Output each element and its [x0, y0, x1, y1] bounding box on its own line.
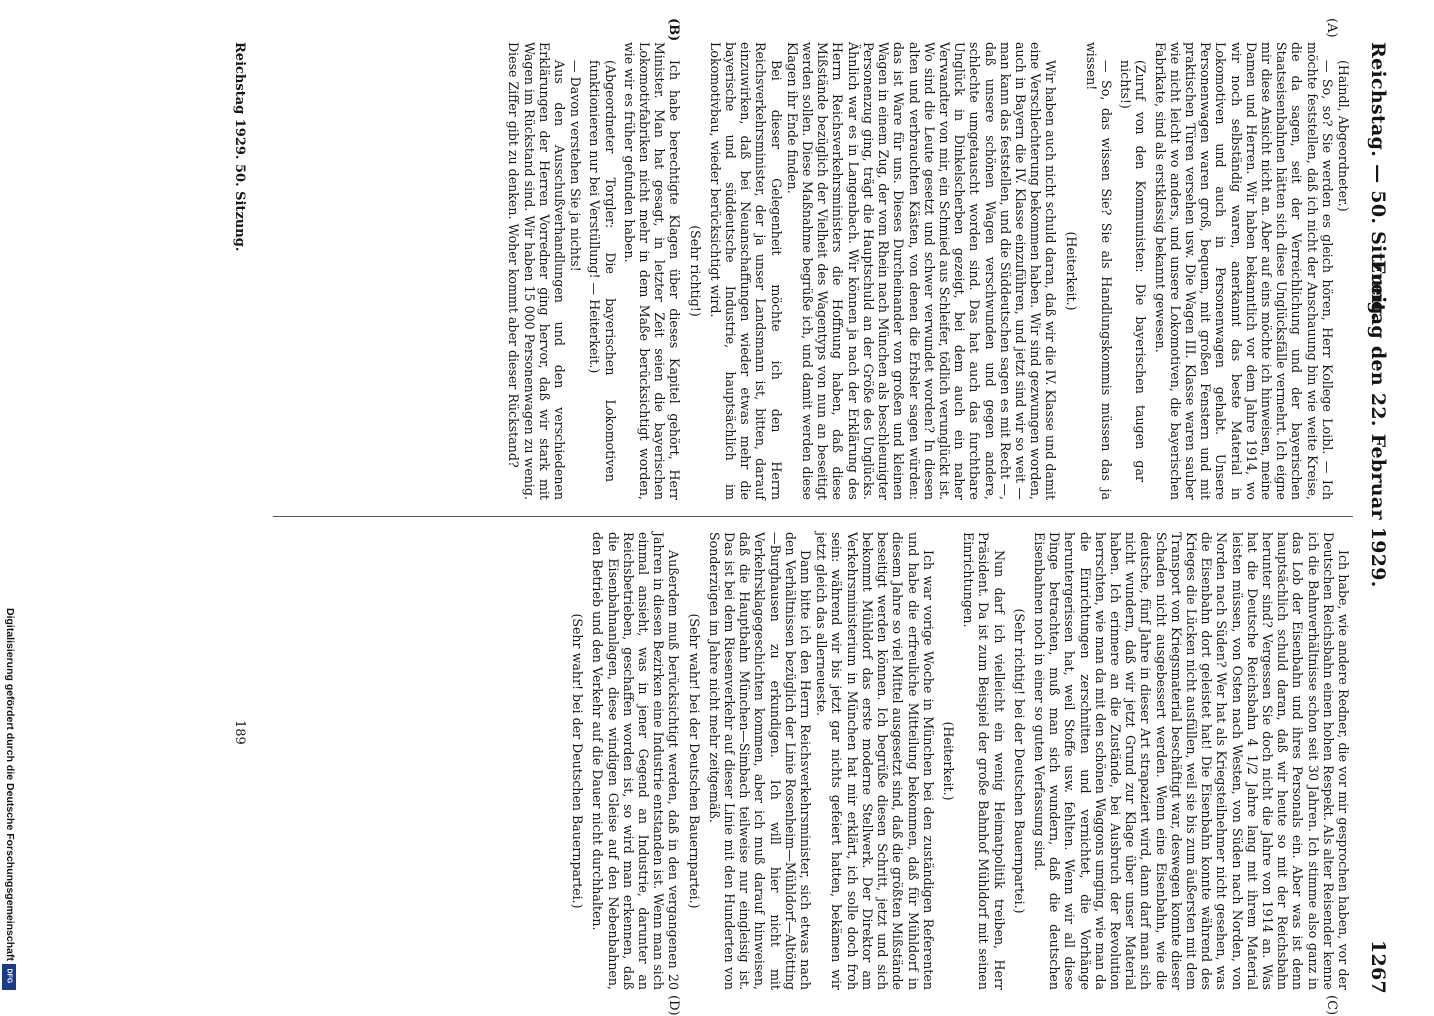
left-column-paragraph: (Abgeordneter Torgler: Die bayerischen Lokomotiven funktionieren nur bei Verstüllung! — Heiterkeit.) [587, 60, 618, 482]
running-header-date: Freitag den 22. Februar 1929. [1367, 260, 1389, 588]
dfg-logo [2, 964, 16, 990]
digitization-notice [2, 608, 18, 996]
left-column-paragraph: (Zuruf von den Kommunisten: Die bayerischen taugen gar nichts!) [1118, 60, 1149, 482]
left-column-paragraph: (Haindl, Abgeordneter.) [1336, 60, 1351, 212]
right-column-paragraph: Nun darf ich vielleicht ein wenig Heimatpolitik treiben, Herr Präsident. Da ist zum Beispiel der große Bahnhof Mühldorf mit seinen Einrichtungen. [961, 532, 1007, 990]
left-column-paragraph: Wir haben auch nicht schuld daran, daß wir die IV. Klasse und damit eine Verschlechterung bekommen haben. Wir sind gezwungen worden, auch in Bayern die IV. Klasse einzuführen, und jetzt sind wir so weit — man kann das feststellen, und die Süddeutschen sagen es mit Recht —, daß unsere schönen Wagen verschwunden und gegen andere, schlechte umgetauscht worden sind. Das hat auch das furchtbare Unglück in Dinkelscherben gezeigt, bei dem auch ein naher Verwandter von mir, ein Schmied aus Schleifer, tödlich verunglückt ist. Wo sind die Leute gesetzt und schwer verwundet worden? In diesen alten und verbrauchten Kästen, von denen die Erbsler sagen würden: das ist Ware für uns. Dieses Durcheinander von großen und kleinen Wagen in einem Zug, der vom Rhein nach München als beschleunigter Personenzug ging, trägt die Hauptschuld an der Größe des Unglücks. Ähnlich war es in Langenbach. Wir können ja nach der Erklärung des Herrn Reichsverkehrsministers die Hoffnung haben, daß diese Mißstände bezüglich der Vielheit des Wagentyps von nun an beseitigt werden sollen. Diese Maßnahme begrüße ich, und damit werden diese Klagen ihr Ende finden. [784, 42, 1059, 500]
left-column-paragraph: Ich habe berechtigte Klagen über dieses Kapitel gehört, Herr Minister. Man hat gesagt, in letzter Zeit seien die bayerischen Lokomotivfabriken nicht mehr in dem Maße berücksichtigt worden, wie wir es früher gefunden haben. [621, 42, 683, 500]
footer-sitting-label: Reichstag 1929. 50. Sitzung. [232, 42, 247, 252]
footer-page-number: 189 [232, 720, 247, 745]
margin-marker-d: (D) [666, 995, 681, 1016]
column-divider [273, 516, 1353, 517]
right-column-paragraph: (Sehr wahr! bei der Deutschen Bauernpartei.) [686, 613, 702, 909]
digitization-notice-text: Digitalisierung gefördert durch die Deutsche Forschungsgemeinschaft [4, 608, 16, 961]
margin-marker-c: (C) [1324, 995, 1339, 1016]
margin-marker-b: (B) [666, 18, 681, 42]
right-column-paragraph: (Sehr richtig! bei der Deutschen Bauernpartei.) [1011, 608, 1027, 914]
left-column-paragraph: — So, das wissen Sie? Sie als Handlungskommis müssen das ja wissen! [1083, 42, 1114, 500]
right-column-paragraph: (Sehr wahr! bei der Deutschen Bauernpartei.) [570, 613, 586, 909]
right-column-paragraph: (Heiterkeit.) [940, 721, 956, 801]
running-header-left: Reichstag. — 50. Sitzung. [1367, 42, 1389, 322]
left-column-paragraph: (Heiterkeit.) [1063, 231, 1079, 311]
left-column-paragraph: Bei dieser Gelegenheit möchte ich den Herrn Reichsverkehrsminister, der ja unser Landsmann ist, bitten, darauf einzuwirken, daß bei Neuanschaffungen wieder etwas mehr die bayerische und süddeutsche Industrie, hauptsächlich im Lokomotivbau, wieder berücksichtigt wird. [707, 42, 784, 500]
page-header-number: 1267 [1367, 940, 1389, 995]
dfg-logo-text: DFG [5, 968, 13, 984]
left-column-paragraph: — Davon verstehen Sie ja nichts! [568, 60, 584, 272]
right-column-paragraph: Außerdem muß berücksichtigt werden, daß in den vergangenen 20 Jahren in diesen Bezirken eine Industrie entstanden ist. Wenn man sich einmal ansieht, was in jener Gegend an Industrie, darunter an Reichsbetrieben, geschaffen worden ist, so wird man erkennen, daß die Eisenbahnanlagen, diese windigen Gleise auf den Nebenbahnen, den Betrieb und den Verkehr auf die Dauer nicht durchhalten. [590, 532, 682, 990]
left-column-paragraph: (Sehr richtig!) [687, 225, 703, 317]
right-text-column [251, 532, 1351, 990]
rotated-document-page [157, 18, 1397, 1016]
left-column-paragraph: — So, so? Sie werden es gleich hören, Herr Kollege Loibl. — Ich möchte feststellen, daß ich nicht der Anschauung bin wie weite Kreise, die da sagen, seit der Verreichlichung und der bayerischen Staatseisenbahnen hätten sich diese Unglücksfälle vermehrt. Ich eigne mir diese Ansicht nicht an. Aber auf eins möchte ich hinweisen, meine Damen und Herren. Wir haben bekanntlich vor dem Jahre 1914, wo wir noch selbständig waren, anerkannt das beste Material in Lokomotiven und auch in Personenwagen gehabt. Unsere Personenwagen waren groß, bequem, mit großen Fenstern und mit praktischen Türen versehen usw. Die Wagen III. Klasse waren sauber wie nicht leicht wo anders, und unsere Lokomotiven, die bayerischen Fabrikate, sind als erstklassig bekannt gewesen. [1152, 42, 1335, 500]
margin-marker-a: (A) [1324, 18, 1339, 38]
right-column-paragraph: Ich war vorige Woche in München bei den zuständigen Referenten und habe die erfreuliche Mitteilung bekommen, daß für Mühldorf in diesem Jahre so viel Mittel ausgesetzt sind, daß die größten Mißstände beseitigt werden können. Ich begrüße diesen Schritt, jetzt und sich bekommt Mühldorf das erste moderne Stellwerk. Der Direktor am Verkehrsministerium in München hat mir erklärt, ich solle doch froh sein: während wir bis jetzt gar nichts gefeiert hatten, bekämen wir jetzt gleich das allerneueste. [814, 532, 936, 990]
right-column-paragraph: Ich habe, wie andere Redner, die vor mir gesprochen haben, vor der Deutschen Reichsbahn einen hohen Respekt. Als alter Reisender kenne ich die Bahnverhältnisse schon seit 30 Jahren. Ich stimme also ganz in das Lob der Eisenbahn und ihres Personals ein. Aber was ist denn hauptsächlich schuld daran, daß wir heute so mit der Reichsbahn herunter sind? Vergessen Sie doch nicht die Jahre von 1914 an. Was hat die Deutsche Reichsbahn 4 1/2 Jahre lang mit ihrem Material leisten müssen, von Osten nach Westen, von Süden nach Norden, von Norden nach Süden? Wer hat als Kriegsteilnehmer nicht gesehen, was die Eisenbahn dort geleistet hat! Die Eisenbahn konnte während des Krieges die Lücken nicht ausfüllen, weil sie bis zum äußersten mit dem Transport von Kriegsmaterial beschäftigt war, deswegen konnte dieser Schaden nicht ausgebessert werden. Wenn eine Eisenbahn, wie die deutsche, fünf Jahre in dieser Art strapaziert wird, dann darf man sich nicht wundern, daß wir jetzt Grund zur Klage über unser Material haben. Ich erinnere an die Zustände, bei Ausbruch der Revolution herrschten, wie man da mit den schönen Waggons umging, wie man da die Einrichtungen zerschnitten und vernichtet, die Vorhänge heruntergerissen hat, weil Stoffe usw. fehlten. Wenn wir all diese Dinge betrachten, muß man sich wundern, daß die deutschen Eisenbahnen noch in einer so guten Verfassung sind. [1031, 532, 1351, 990]
left-column-paragraph: Aus den Ausschußverhandlungen und den verschiedenen Erklärungen der Herren Vorredner ging hervor, daß wir stark mit Wagen im Rückstand sind. Wir haben 15 000 Personenwagen zu wenig. Diese Ziffer gibt zu denken. Woher kommt aber dieser Rückstand? [506, 42, 568, 500]
right-column-paragraph: Dann bitte ich den Herrn Reichsverkehrsminister, sich etwas nach den Verhältnissen bezüglich der Linie Rosenheim—Mühldorf—Altötting—Burghausen zu erkundigen. Ich will hier nicht mit Verkehrsklagegeschichten kommen, aber ich muß darauf hinweisen, daß die Hauptbahn München—Simbach teilweise nur eingleisig ist. Das ist bei dem Riesenverkehr auf dieser Linie mit den Hunderten von Sonderzügen im Jahre nicht mehr zeitgemäß. [706, 532, 814, 990]
left-text-column [251, 42, 1351, 500]
